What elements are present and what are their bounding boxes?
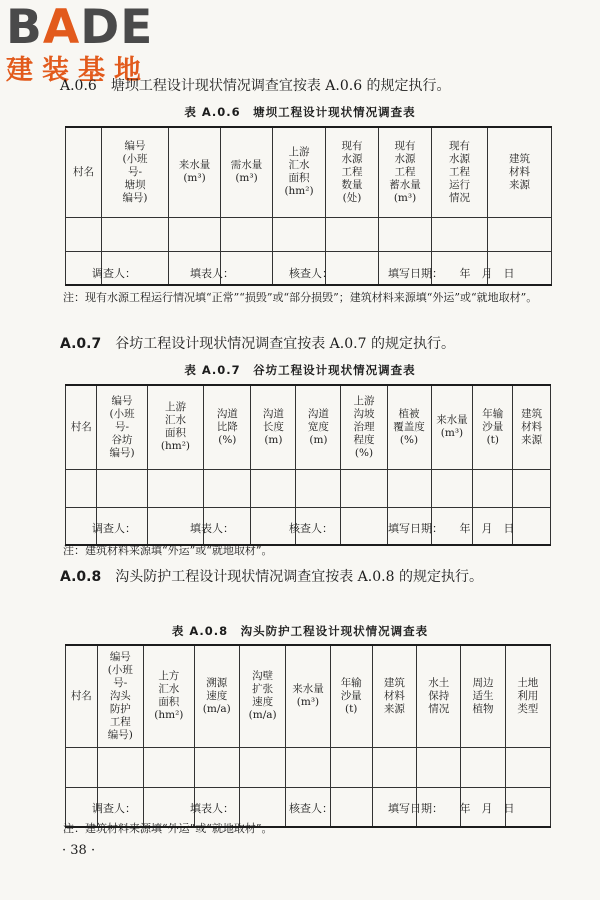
table-cell[interactable] [147, 469, 204, 507]
column-header: 村名 [66, 645, 98, 747]
table-a07-note: 注：建筑材料来源填“外运”或“就地取材”。 [63, 544, 273, 557]
column-header: 年输 沙量 (t) [473, 385, 513, 469]
table-cell[interactable] [372, 747, 416, 787]
logo-wordmark: BADE [6, 0, 154, 55]
table-cell[interactable] [239, 747, 285, 787]
clause-a07-heading [60, 330, 560, 358]
filler-label: 填表人： [190, 522, 234, 535]
column-header: 上方 汇水 面积 (hm²) [144, 645, 195, 747]
table-cell[interactable] [273, 217, 326, 251]
table-cell[interactable] [286, 747, 330, 787]
column-header: 现有 水源 工程 数量 (处) [326, 127, 379, 217]
date-label: 填写日期： 年 月 日 [388, 522, 515, 535]
table-cell[interactable] [66, 469, 97, 507]
table-cell[interactable] [66, 217, 102, 251]
table-a06 [65, 126, 552, 286]
table-cell[interactable] [432, 217, 488, 251]
column-header: 沟道 比降 (%) [204, 385, 251, 469]
table-cell[interactable] [251, 469, 296, 507]
table-cell[interactable] [97, 469, 147, 507]
column-header: 沟道 宽度 (m) [296, 385, 341, 469]
checker-label: 核查人： [289, 522, 333, 535]
investigator-label: 调查人： [92, 802, 136, 815]
checker-label: 核查人： [289, 802, 333, 815]
column-header: 上游 汇水 面积 (hm²) [147, 385, 204, 469]
table-cell[interactable] [461, 747, 505, 787]
column-header: 来水量 (m³) [431, 385, 473, 469]
table-row [66, 217, 552, 251]
column-header: 建筑 材料 来源 [488, 127, 552, 217]
column-header: 年输 沙量 (t) [330, 645, 372, 747]
column-header: 村名 [66, 385, 97, 469]
column-header: 来水量 (m³) [286, 645, 330, 747]
column-header: 村名 [66, 127, 102, 217]
table-cell[interactable] [488, 217, 552, 251]
table-cell[interactable] [473, 469, 513, 507]
column-header: 沟壁 扩张 速度 (m/a) [239, 645, 285, 747]
column-header: 水土 保持 情况 [417, 645, 461, 747]
table-cell[interactable] [505, 747, 550, 787]
table-a08-note: 注：建筑材料来源填“外运”或“就地取材”。 [63, 822, 273, 835]
table-cell[interactable] [169, 217, 221, 251]
column-header: 现有 水源 工程 蓄水量 (m³) [379, 127, 432, 217]
table-cell[interactable] [326, 217, 379, 251]
column-header: 植被 覆盖度 (%) [387, 385, 431, 469]
table-cell[interactable] [194, 747, 239, 787]
column-header: 编号 (小班 号- 塘坝 编号) [102, 127, 169, 217]
page-number: · 38 · [62, 843, 96, 858]
column-header: 编号 (小班 号- 沟头 防护 工程 编号) [97, 645, 143, 747]
column-header: 沟道 长度 (m) [251, 385, 296, 469]
table-cell[interactable] [387, 469, 431, 507]
table-row [66, 747, 551, 787]
filler-label: 填表人： [190, 267, 234, 280]
column-header: 来水量 (m³) [169, 127, 221, 217]
clause-a08-number: A.0.8 [60, 569, 102, 585]
table-cell[interactable] [221, 217, 273, 251]
investigator-label: 调查人： [92, 267, 136, 280]
table-a06-caption: 表 A.0.6 塘坝工程设计现状情况调查表 [184, 105, 416, 119]
column-header: 编号 (小班 号- 谷坊 编号) [97, 385, 147, 469]
table-a08-caption: 表 A.0.8 沟头防护工程设计现状情况调查表 [171, 624, 429, 638]
table-cell[interactable] [296, 469, 341, 507]
clause-a08-heading [60, 564, 550, 591]
clause-a08-text: 沟头防护工程设计现状情况调查宜按表 A.0.8 的规定执行。 [115, 569, 483, 585]
table-cell[interactable] [144, 747, 195, 787]
table-row [66, 469, 551, 507]
table-cell[interactable] [330, 747, 372, 787]
column-header: 建筑 材料 来源 [372, 645, 416, 747]
filler-label: 填表人： [190, 802, 234, 815]
table-cell[interactable] [97, 747, 143, 787]
table-a06-note: 注：现有水源工程运行情况填“正常”“损毁”或“部分损毁”；建筑材料来源填“外运”或“就地取材”。 [63, 291, 538, 304]
table-cell[interactable] [431, 469, 473, 507]
column-header: 需水量 (m³) [221, 127, 273, 217]
column-header: 上游 沟坡 治理 程度 (%) [341, 385, 387, 469]
table-a07-caption: 表 A.0.7 谷坊工程设计现状情况调查表 [184, 363, 416, 377]
date-label: 填写日期： 年 月 日 [388, 802, 515, 815]
table-cell[interactable] [102, 217, 169, 251]
table-cell[interactable] [513, 469, 551, 507]
date-label: 填写日期： 年 月 日 [388, 267, 515, 280]
table-cell[interactable] [204, 469, 251, 507]
column-header: 周边 适生 植物 [461, 645, 505, 747]
column-header: 溯源 速度 (m/a) [194, 645, 239, 747]
investigator-label: 调查人： [92, 522, 136, 535]
column-header: 上游 汇水 面积 (hm²) [273, 127, 326, 217]
clause-a07-text: 谷坊工程设计现状情况调查宜按表 A.0.7 的规定执行。 [115, 336, 455, 352]
clause-a07-number: A.0.7 [60, 336, 102, 352]
column-header: 现有 水源 工程 运行 情况 [432, 127, 488, 217]
column-header: 建筑 材料 来源 [513, 385, 551, 469]
logo-subtitle: 建装基地 [6, 55, 150, 86]
table-cell[interactable] [341, 469, 387, 507]
column-header: 土地 利用 类型 [505, 645, 550, 747]
clause-a06-text: A.0.6 塘坝工程设计现状情况调查宜按表 A.0.6 的规定执行。 [60, 78, 451, 94]
table-cell[interactable] [66, 747, 98, 787]
checker-label: 核查人： [289, 267, 333, 280]
table-cell[interactable] [379, 217, 432, 251]
table-cell[interactable] [417, 747, 461, 787]
table-cell[interactable] [326, 251, 379, 285]
